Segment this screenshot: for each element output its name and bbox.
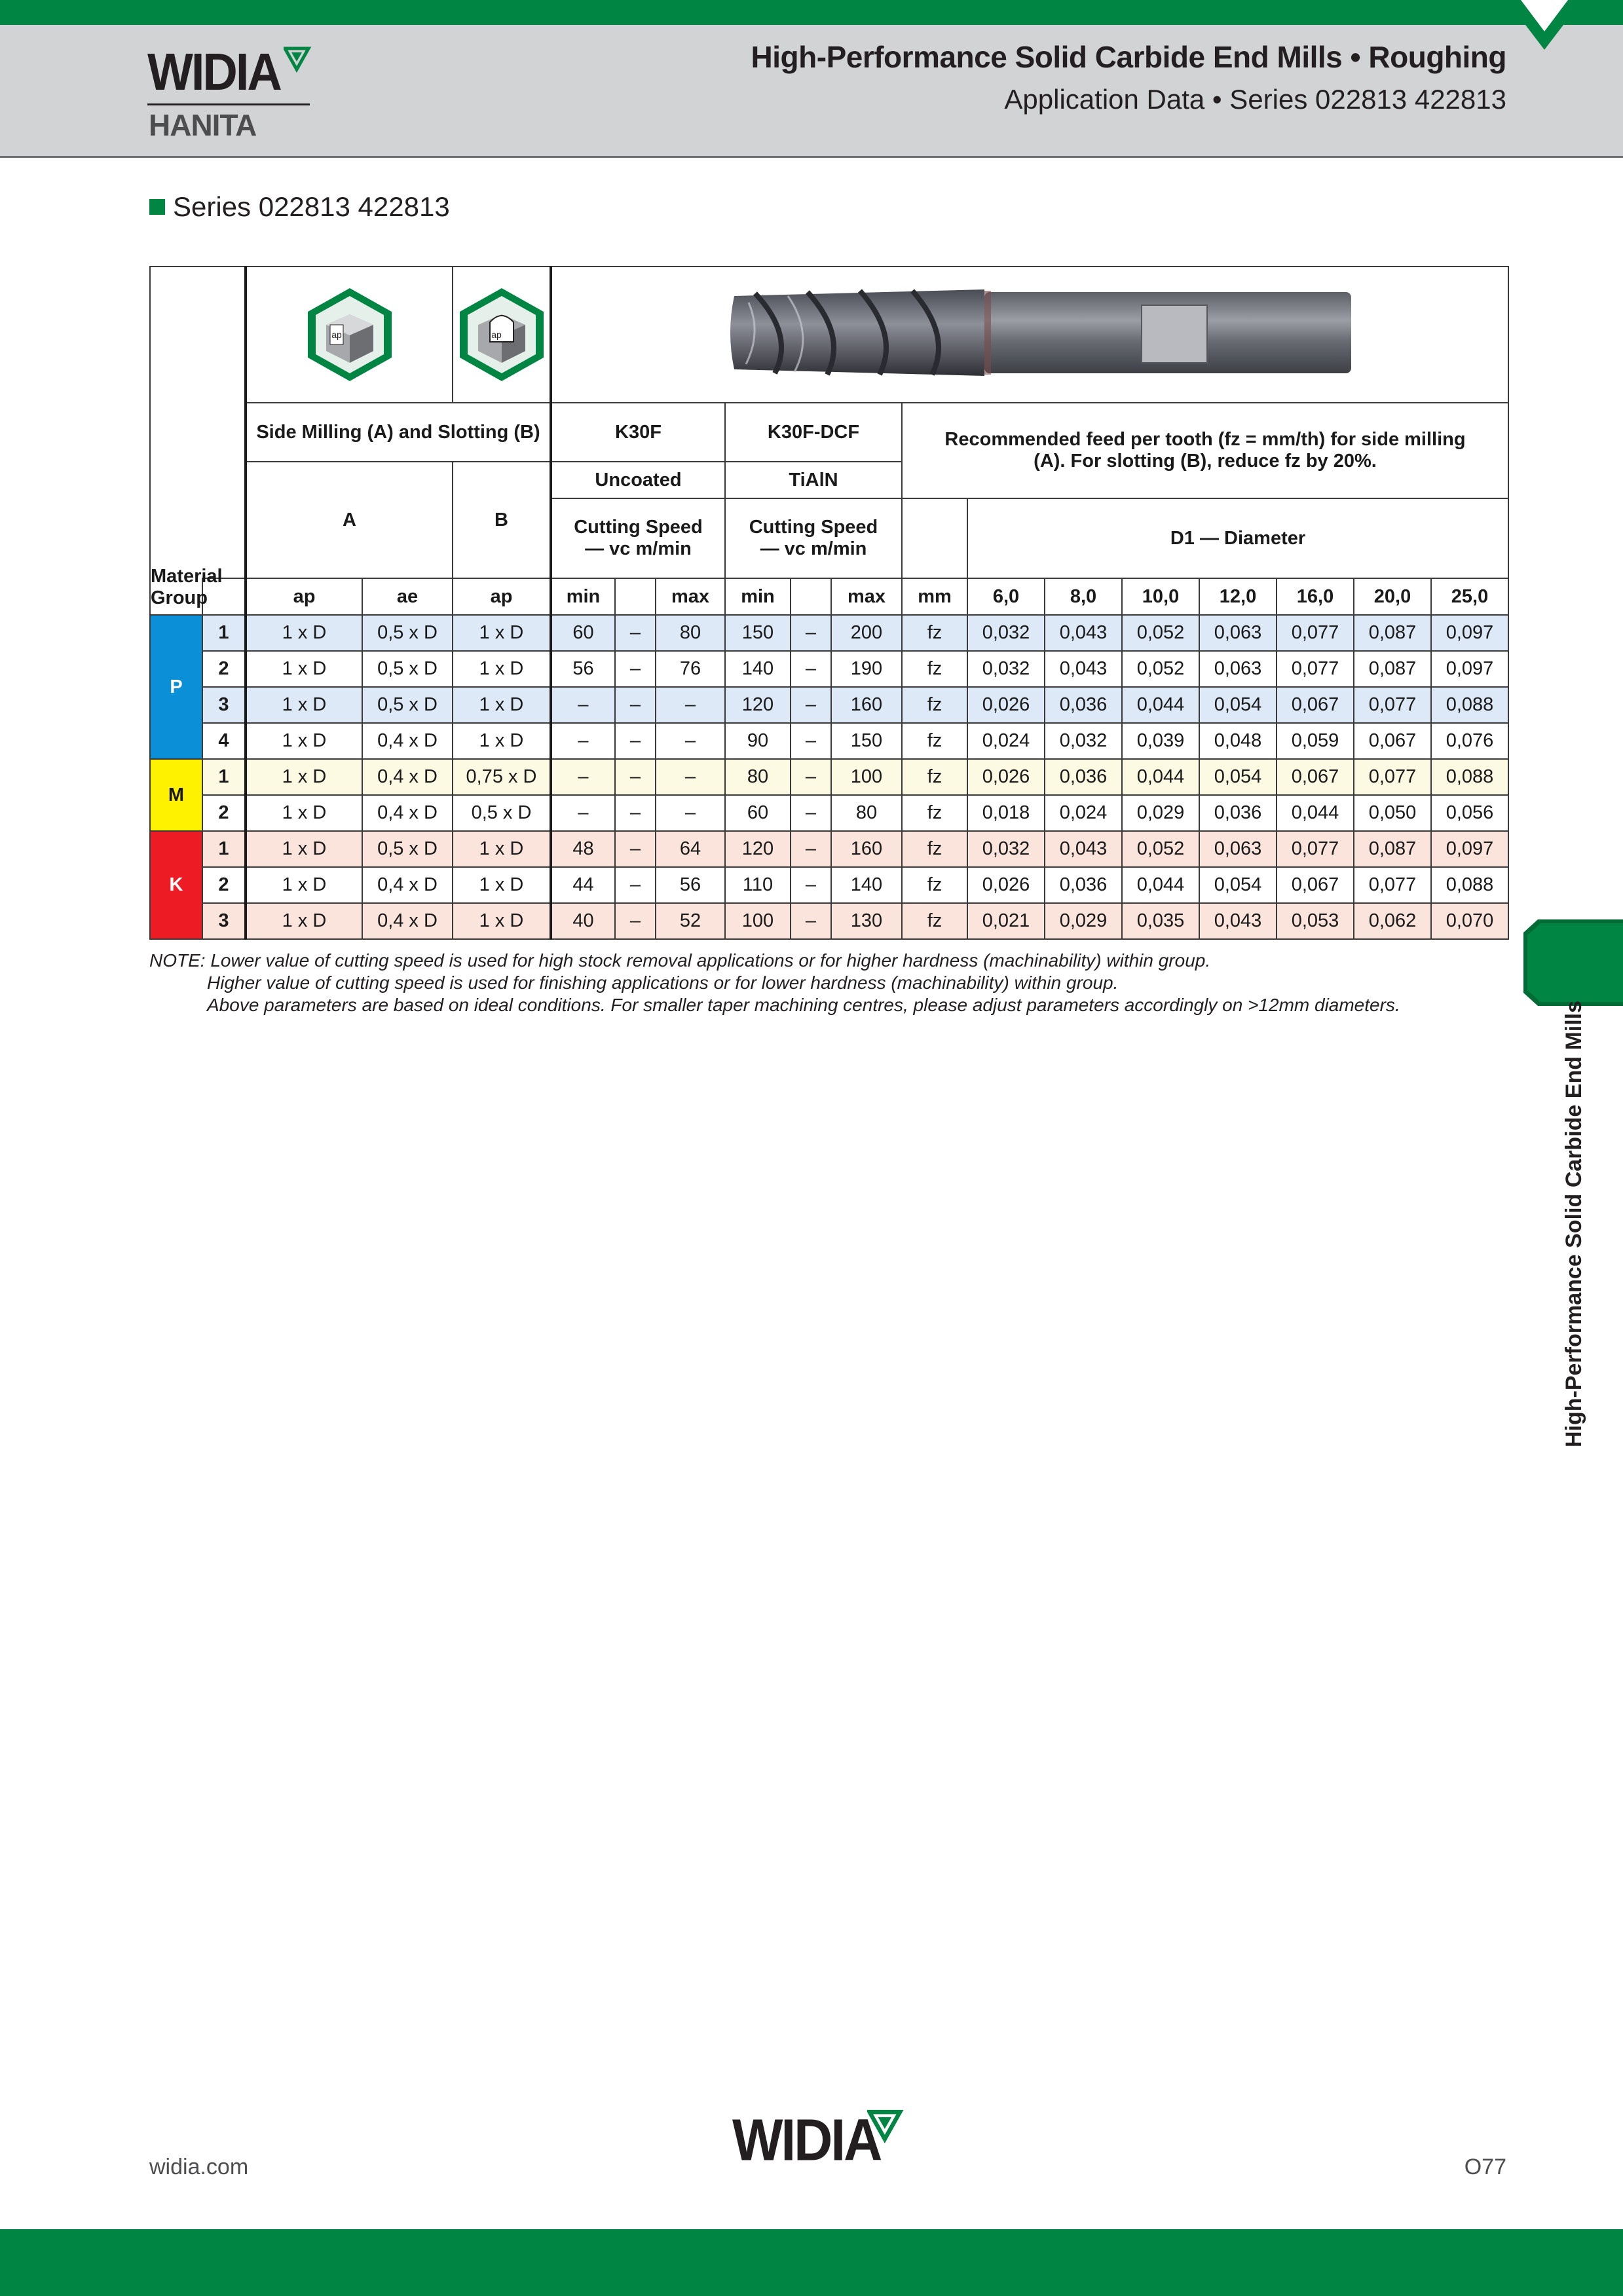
cell-d-dash: – — [791, 831, 831, 867]
cell-fz: 0,087 — [1354, 615, 1431, 651]
note-line: Higher value of cutting speed is used for finishing applications or for lower hardness (machinability) within group. — [207, 972, 1119, 993]
note-line: Above parameters are based on ideal conditions. For smaller taper machining centres, please adjust parameters accordingly on >12mm diameters. — [207, 995, 1400, 1015]
cell-d-dash: – — [791, 651, 831, 687]
cell-ap-a: 1 x D — [246, 615, 362, 651]
row-number: 1 — [202, 759, 246, 795]
cell-fz: 0,097 — [1431, 651, 1508, 687]
diameter-header: D1 — Diameter — [967, 498, 1508, 578]
end-mill-image-cell — [551, 267, 1508, 403]
cell-k-dash: – — [615, 723, 656, 759]
cell-unit: fz — [902, 723, 967, 759]
cell-ap-b: 1 x D — [453, 903, 551, 939]
cell-d-dash: – — [791, 867, 831, 903]
grade-k30f-dcf: K30F-DCF — [725, 403, 902, 462]
row-number: 2 — [202, 651, 246, 687]
sub-header-row: ap ae ap min max min max mm 6,0 8,0 10,0 12,0 16,0 20,0 25,0 — [150, 578, 1508, 615]
feed-note-header: Recommended feed per tooth (fz = mm/th) for side milling (A). For slotting (B), reduce fz by 20%. — [902, 403, 1508, 498]
end-mill-image — [683, 276, 1377, 388]
cell-unit: fz — [902, 687, 967, 723]
cell-fz: 0,026 — [967, 759, 1045, 795]
row-number: 3 — [202, 903, 246, 939]
cell-ae: 0,4 x D — [362, 903, 453, 939]
table-row — [150, 831, 1508, 867]
cell-d-dash: – — [791, 615, 831, 651]
cell-d-max: 140 — [831, 867, 902, 903]
row-number: 4 — [202, 723, 246, 759]
svg-text:ap: ap — [491, 329, 502, 340]
cell-k-dash: – — [615, 903, 656, 939]
row-number: 1 — [202, 615, 246, 651]
cell-fz: 0,054 — [1199, 867, 1277, 903]
cell-ap-b: 1 x D — [453, 615, 551, 651]
cell-fz: 0,024 — [1045, 795, 1122, 831]
cell-unit: fz — [902, 795, 967, 831]
cell-fz: 0,036 — [1045, 759, 1122, 795]
cell-fz: 0,076 — [1431, 723, 1508, 759]
cell-ap-b: 1 x D — [453, 831, 551, 867]
row-number: 2 — [202, 795, 246, 831]
cell-ap-a: 1 x D — [246, 723, 362, 759]
row-number: 3 — [202, 687, 246, 723]
grade-k30f: K30F — [551, 403, 725, 462]
cell-fz: 0,070 — [1431, 903, 1508, 939]
cell-fz: 0,067 — [1277, 867, 1354, 903]
cell-fz: 0,032 — [967, 615, 1045, 651]
cell-fz: 0,052 — [1122, 831, 1199, 867]
table-row — [150, 903, 1508, 939]
cell-k-max: 76 — [656, 651, 725, 687]
cell-fz: 0,077 — [1354, 867, 1431, 903]
cell-k-max: – — [656, 759, 725, 795]
cell-fz: 0,039 — [1122, 723, 1199, 759]
cell-d-dash: – — [791, 759, 831, 795]
cutting-speed-header-k30f: Cutting Speed — vc m/min — [551, 498, 725, 578]
cutting-speed-header-dcf: Cutting Speed — vc m/min — [725, 498, 902, 578]
table-row — [150, 795, 1508, 831]
cell-ap-a: 1 x D — [246, 867, 362, 903]
cell-k-dash: – — [615, 615, 656, 651]
footer-logo — [732, 2107, 881, 2174]
material-group-k: K — [150, 831, 202, 939]
cell-k-min: 40 — [551, 903, 615, 939]
page-title: High-Performance Solid Carbide End Mills • Roughing — [751, 40, 1506, 74]
cell-ae: 0,5 x D — [362, 831, 453, 867]
cell-fz: 0,029 — [1122, 795, 1199, 831]
cell-k-dash: – — [615, 795, 656, 831]
cell-fz: 0,048 — [1199, 723, 1277, 759]
widia-triangle-icon — [867, 2109, 909, 2144]
material-group-m: M — [150, 759, 202, 831]
cell-k-min: – — [551, 687, 615, 723]
cell-fz: 0,087 — [1354, 831, 1431, 867]
cell-ae: 0,4 x D — [362, 867, 453, 903]
cell-fz: 0,032 — [967, 651, 1045, 687]
cell-d-min: 110 — [725, 867, 791, 903]
cell-unit: fz — [902, 831, 967, 867]
cell-fz: 0,063 — [1199, 831, 1277, 867]
cell-fz: 0,077 — [1354, 759, 1431, 795]
cell-fz: 0,036 — [1045, 867, 1122, 903]
logo-hanita-text: HANITA — [149, 108, 257, 142]
cell-fz: 0,029 — [1045, 903, 1122, 939]
cell-fz: 0,044 — [1122, 687, 1199, 723]
cell-d-min: 150 — [725, 615, 791, 651]
cell-d-max: 150 — [831, 723, 902, 759]
cell-k-min: – — [551, 759, 615, 795]
cell-k-max: 64 — [656, 831, 725, 867]
cell-fz: 0,026 — [967, 687, 1045, 723]
cell-k-dash: – — [615, 759, 656, 795]
cell-fz: 0,077 — [1354, 687, 1431, 723]
cell-fz: 0,035 — [1122, 903, 1199, 939]
cell-d-min: 80 — [725, 759, 791, 795]
cell-fz: 0,063 — [1199, 615, 1277, 651]
cell-ae: 0,5 x D — [362, 687, 453, 723]
cell-fz: 0,021 — [967, 903, 1045, 939]
cell-k-min: – — [551, 795, 615, 831]
cell-k-dash: – — [615, 831, 656, 867]
cell-ap-a: 1 x D — [246, 903, 362, 939]
cell-fz: 0,043 — [1199, 903, 1277, 939]
cell-fz: 0,043 — [1045, 651, 1122, 687]
table-row — [150, 651, 1508, 687]
row-number: 1 — [202, 831, 246, 867]
cell-d-max: 190 — [831, 651, 902, 687]
cell-fz: 0,077 — [1277, 615, 1354, 651]
page-subtitle: Application Data • Series 022813 422813 — [1004, 84, 1506, 115]
svg-text:ap: ap — [331, 329, 342, 340]
cell-fz: 0,036 — [1045, 687, 1122, 723]
cell-fz: 0,054 — [1199, 759, 1277, 795]
cell-fz: 0,026 — [967, 867, 1045, 903]
data-rows — [150, 615, 1508, 939]
cell-fz: 0,088 — [1431, 687, 1508, 723]
cell-fz: 0,052 — [1122, 615, 1199, 651]
notes-block — [149, 950, 1400, 1016]
cell-fz: 0,052 — [1122, 651, 1199, 687]
cell-unit: fz — [902, 759, 967, 795]
material-group-p: P — [150, 615, 202, 759]
col-b-header: B — [453, 462, 551, 578]
cell-fz: 0,077 — [1277, 831, 1354, 867]
cell-fz: 0,043 — [1045, 831, 1122, 867]
cell-d-max: 100 — [831, 759, 902, 795]
top-green-bar — [0, 0, 1623, 25]
side-tab-text: High-Performance Solid Carbide End Mills — [1561, 1001, 1586, 1447]
cell-d-max: 160 — [831, 687, 902, 723]
cell-k-dash: – — [615, 651, 656, 687]
cell-fz: 0,043 — [1045, 615, 1122, 651]
cell-k-min: 44 — [551, 867, 615, 903]
cell-d-max: 80 — [831, 795, 902, 831]
cell-ap-b: 1 x D — [453, 651, 551, 687]
cell-ap-b: 1 x D — [453, 687, 551, 723]
cell-ae: 0,5 x D — [362, 651, 453, 687]
side-milling-icon — [304, 286, 396, 384]
table-row — [150, 759, 1508, 795]
cell-k-min: – — [551, 723, 615, 759]
logo-widia-text: WIDIA — [147, 42, 280, 102]
cell-fz: 0,056 — [1431, 795, 1508, 831]
cell-fz: 0,063 — [1199, 651, 1277, 687]
cell-d-dash: – — [791, 687, 831, 723]
cell-d-dash: – — [791, 795, 831, 831]
row-number: 2 — [202, 867, 246, 903]
slotting-icon — [456, 286, 548, 384]
footer-url: widia.com — [149, 2155, 249, 2179]
cell-k-min: 56 — [551, 651, 615, 687]
note-line: NOTE: Lower value of cutting speed is used for high stock removal applications or for higher hardness (machinability) within group. — [149, 950, 1211, 971]
cell-fz: 0,088 — [1431, 867, 1508, 903]
cell-fz: 0,044 — [1122, 867, 1199, 903]
cell-fz: 0,077 — [1277, 651, 1354, 687]
cell-fz: 0,050 — [1354, 795, 1431, 831]
material-group-header: Material Group — [150, 267, 202, 615]
green-square-icon — [149, 199, 165, 215]
cell-d-dash: – — [791, 903, 831, 939]
cell-fz: 0,097 — [1431, 615, 1508, 651]
cell-d-max: 160 — [831, 831, 902, 867]
cell-fz: 0,024 — [967, 723, 1045, 759]
application-data-table — [149, 266, 1509, 940]
coating-tialn: TiAlN — [725, 462, 902, 498]
cell-unit: fz — [902, 651, 967, 687]
cell-fz: 0,087 — [1354, 651, 1431, 687]
cell-k-max: – — [656, 723, 725, 759]
coating-uncoated: Uncoated — [551, 462, 725, 498]
cell-fz: 0,067 — [1277, 759, 1354, 795]
cell-fz: 0,054 — [1199, 687, 1277, 723]
cell-fz: 0,059 — [1277, 723, 1354, 759]
cell-k-dash: – — [615, 687, 656, 723]
cell-d-max: 130 — [831, 903, 902, 939]
widia-hanita-logo — [147, 42, 318, 142]
cell-d-min: 100 — [725, 903, 791, 939]
side-milling-header: Side Milling (A) and Slotting (B) — [246, 403, 551, 462]
cell-ae: 0,4 x D — [362, 795, 453, 831]
cell-d-min: 90 — [725, 723, 791, 759]
cell-ap-b: 1 x D — [453, 867, 551, 903]
col-a-header: A — [246, 462, 453, 578]
cell-k-dash: – — [615, 867, 656, 903]
cell-ap-b: 0,75 x D — [453, 759, 551, 795]
cell-d-min: 120 — [725, 831, 791, 867]
cell-unit: fz — [902, 867, 967, 903]
cell-d-min: 60 — [725, 795, 791, 831]
cell-k-max: 80 — [656, 615, 725, 651]
cell-fz: 0,036 — [1199, 795, 1277, 831]
cell-ap-b: 0,5 x D — [453, 795, 551, 831]
cell-fz: 0,062 — [1354, 903, 1431, 939]
cell-fz: 0,067 — [1354, 723, 1431, 759]
footer-logo-text: WIDIA — [732, 2107, 881, 2174]
slotting-icon-cell — [453, 267, 551, 403]
cell-d-min: 120 — [725, 687, 791, 723]
table-row — [150, 615, 1508, 651]
cell-ap-a: 1 x D — [246, 687, 362, 723]
cell-k-max: 56 — [656, 867, 725, 903]
section-heading: Series 022813 422813 — [149, 191, 450, 223]
cell-ap-a: 1 x D — [246, 831, 362, 867]
cell-fz: 0,053 — [1277, 903, 1354, 939]
widia-triangle-icon — [284, 46, 315, 73]
cell-fz: 0,044 — [1122, 759, 1199, 795]
cell-k-max: 52 — [656, 903, 725, 939]
cell-fz: 0,044 — [1277, 795, 1354, 831]
cell-unit: fz — [902, 903, 967, 939]
cell-fz: 0,097 — [1431, 831, 1508, 867]
side-tab-marker — [1522, 917, 1623, 1009]
cell-fz: 0,018 — [967, 795, 1045, 831]
cell-d-dash: – — [791, 723, 831, 759]
page-number: O77 — [1464, 2155, 1506, 2179]
cell-ap-a: 1 x D — [246, 759, 362, 795]
cell-ae: 0,4 x D — [362, 759, 453, 795]
table-row — [150, 687, 1508, 723]
table-row — [150, 723, 1508, 759]
table-row — [150, 867, 1508, 903]
cell-ap-a: 1 x D — [246, 651, 362, 687]
cell-ap-a: 1 x D — [246, 795, 362, 831]
cell-ae: 0,4 x D — [362, 723, 453, 759]
cell-fz: 0,032 — [967, 831, 1045, 867]
cell-k-max: – — [656, 795, 725, 831]
cell-fz: 0,088 — [1431, 759, 1508, 795]
side-milling-icon-cell — [246, 267, 453, 403]
cell-unit: fz — [902, 615, 967, 651]
cell-d-max: 200 — [831, 615, 902, 651]
cell-d-min: 140 — [725, 651, 791, 687]
cell-fz: 0,067 — [1277, 687, 1354, 723]
cell-k-min: 48 — [551, 831, 615, 867]
cell-k-max: – — [656, 687, 725, 723]
cell-k-min: 60 — [551, 615, 615, 651]
cell-fz: 0,032 — [1045, 723, 1122, 759]
cell-ae: 0,5 x D — [362, 615, 453, 651]
cell-ap-b: 1 x D — [453, 723, 551, 759]
bottom-green-bar — [0, 2229, 1623, 2296]
